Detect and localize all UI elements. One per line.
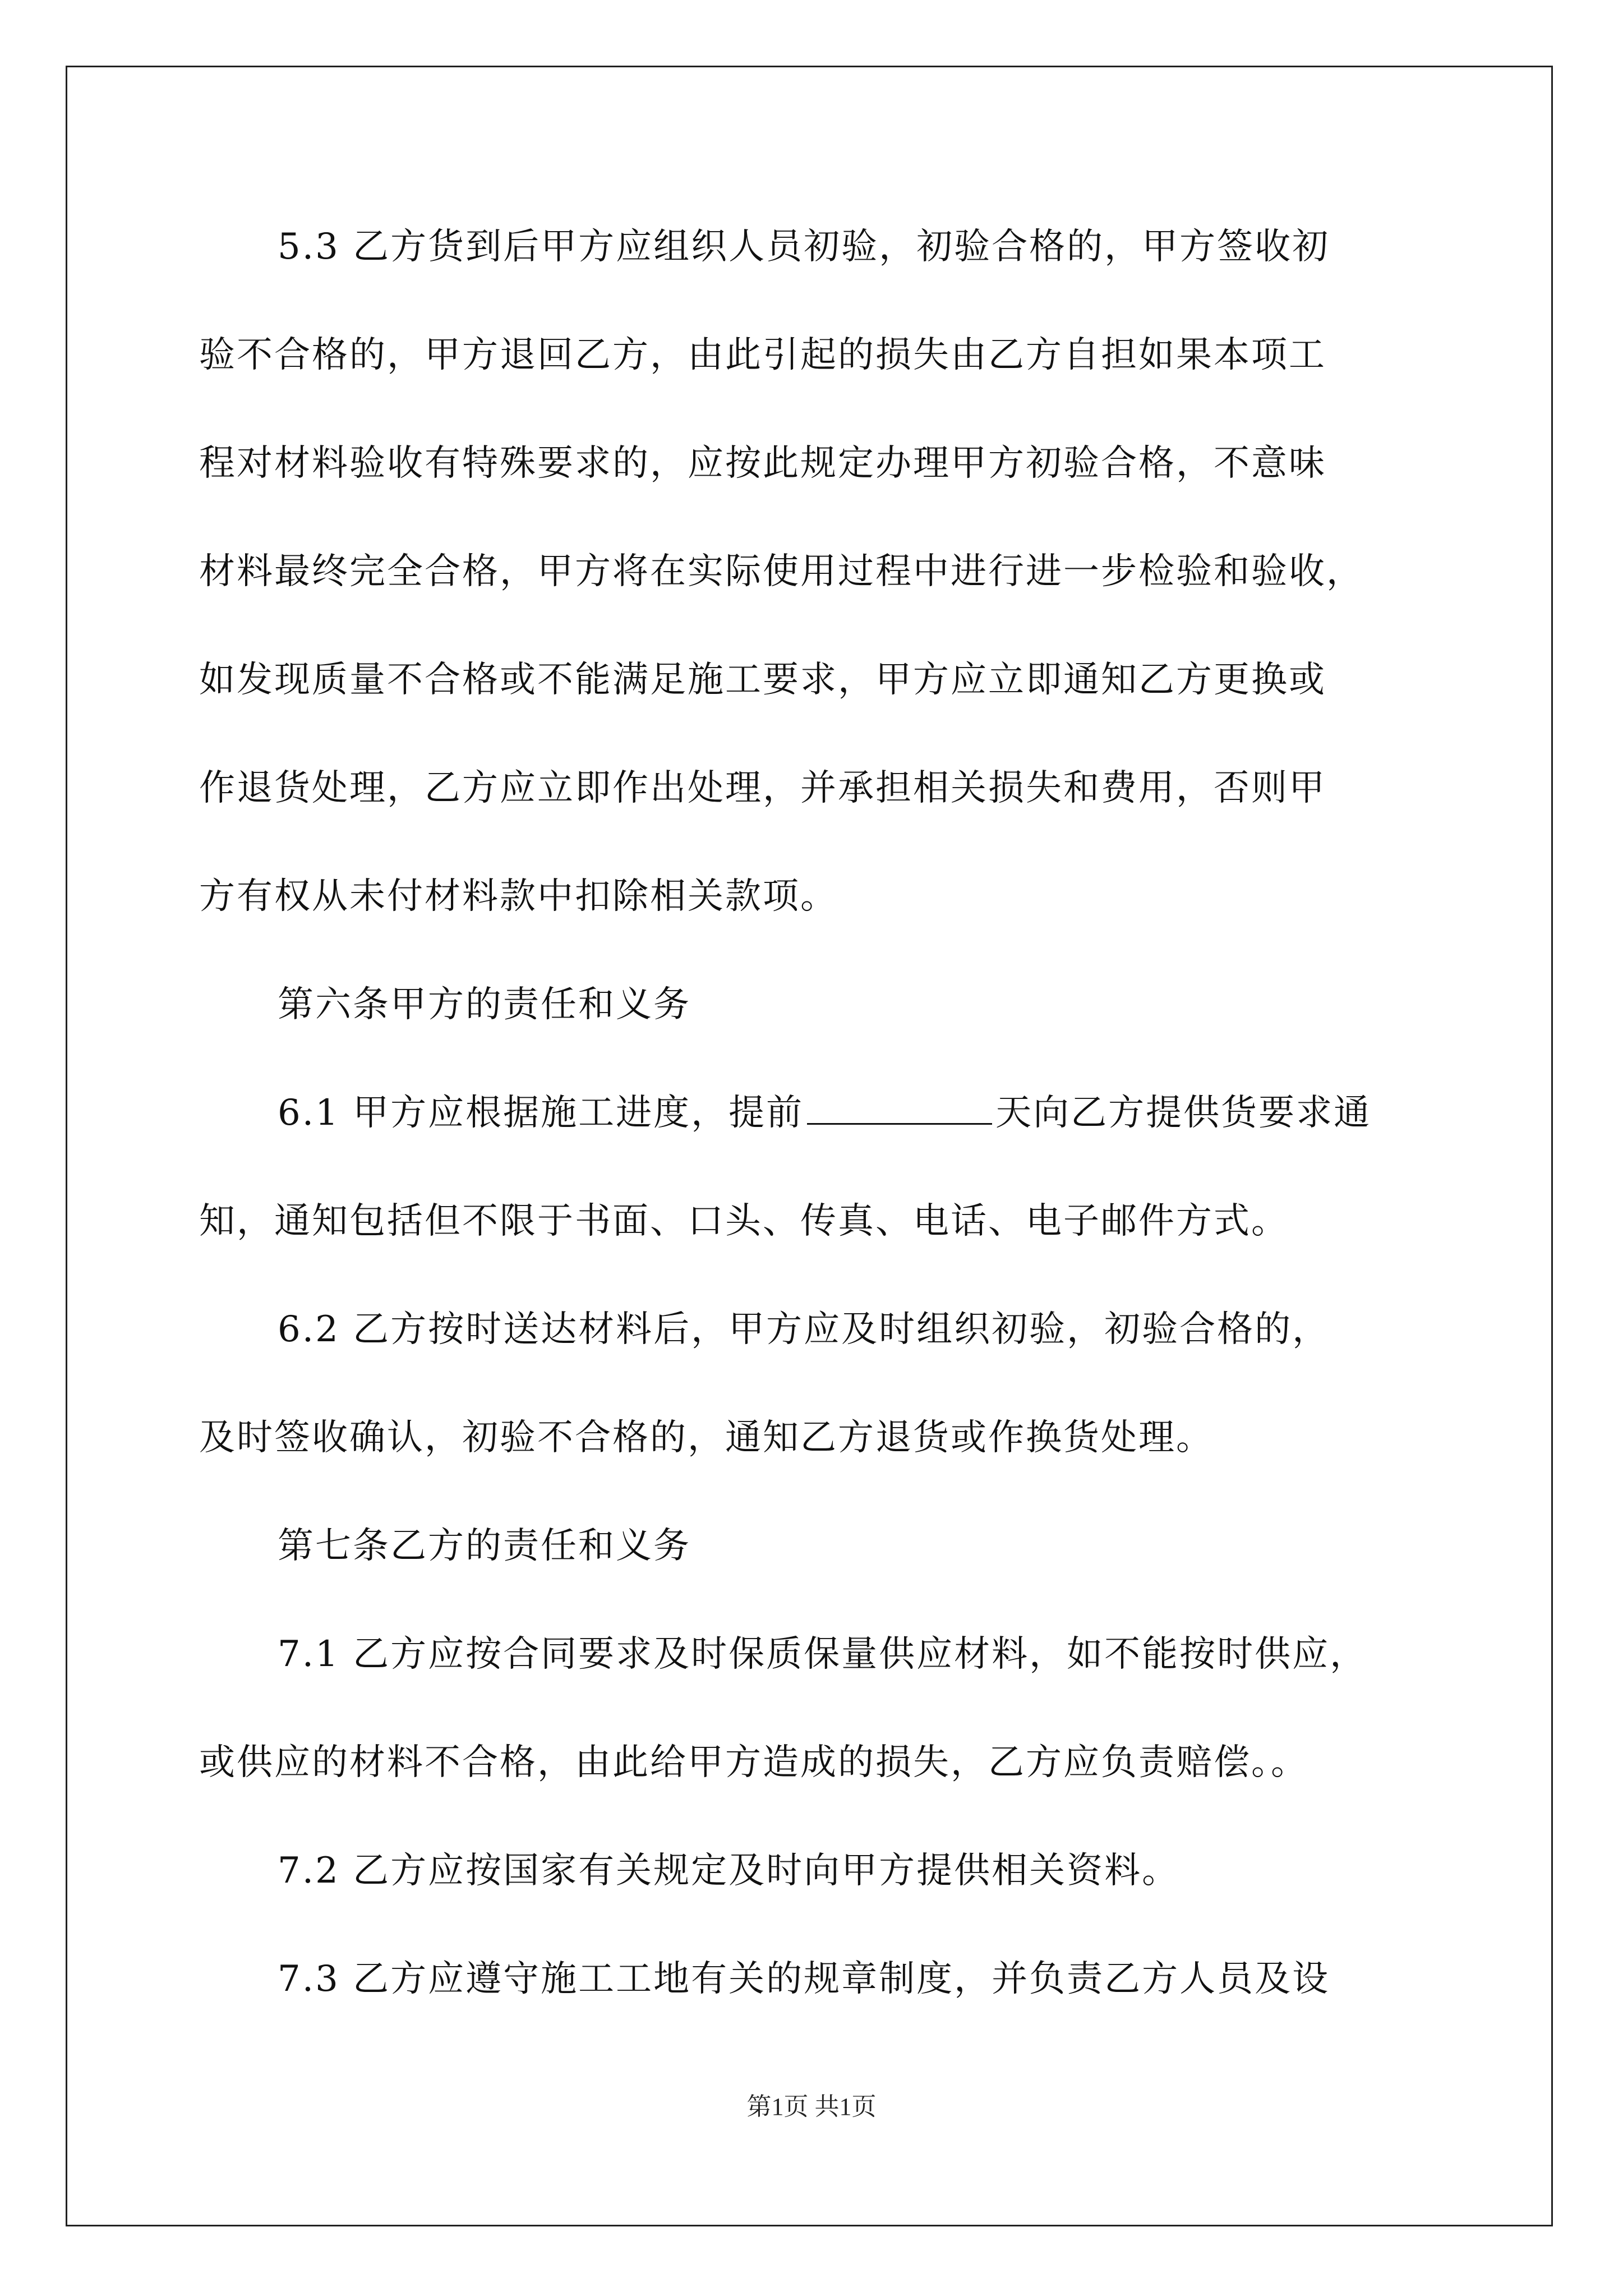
paragraph-7-2: 7.2 乙方应按国家有关规定及时向甲方提供相关资料。 (278, 1850, 1180, 1892)
paragraph-6-1-text-before: 6.1 甲方应根据施工进度，提前 (278, 1092, 804, 1134)
page-footer: 第1页 共1页 (746, 2093, 877, 2120)
paragraph-6-2-line-1: 6.2 乙方按时送达材料后，甲方应及时组织初验，初验合格的， (278, 1309, 1330, 1350)
paragraph-5-3-line-4: 材料最终完全合格，甲方将在实际使用过程中进行进一步检验和验收， (199, 551, 1364, 592)
paragraph-5-3-line-3: 程对材料验收有特殊要求的，应按此规定办理甲方初验合格，不意味 (199, 443, 1326, 484)
paragraph-5-3-line-2: 验不合格的，甲方退回乙方，由此引起的损失由乙方自担如果本项工 (199, 334, 1326, 376)
paragraph-7-1-line-2: 或供应的材料不合格，由此给甲方造成的损失，乙方应负责赔偿。。 (199, 1742, 1308, 1783)
page-border (66, 66, 1553, 2226)
paragraph-6-1-text-after: 天向乙方提供货要求通 (995, 1092, 1372, 1134)
paragraph-5-3-line-6: 作退货处理，乙方应立即作出处理，并承担相关损失和费用，否则甲 (199, 767, 1326, 809)
section-heading-6: 第六条甲方的责任和义务 (278, 984, 691, 1025)
paragraph-7-1-line-1: 7.1 乙方应按合同要求及时保质保量供应材料，如不能按时供应， (278, 1634, 1368, 1675)
paragraph-5-3-line-1: 5.3 乙方货到后甲方应组织人员初验，初验合格的，甲方签收初 (278, 226, 1330, 268)
section-heading-7: 第七条乙方的责任和义务 (278, 1525, 691, 1567)
paragraph-5-3-line-5: 如发现质量不合格或不能满足施工要求，甲方应立即通知乙方更换或 (199, 659, 1326, 701)
paragraph-6-1-line-1 (278, 1091, 1371, 1135)
paragraph-7-3-line-1: 7.3 乙方应遵守施工工地有关的规章制度，并负责乙方人员及设 (278, 1958, 1330, 2000)
paragraph-6-2-line-2: 及时签收确认，初验不合格的，通知乙方退货或作换货处理。 (199, 1417, 1214, 1458)
paragraph-5-3-line-7: 方有权从未付材料款中扣除相关款项。 (199, 876, 838, 917)
paragraph-6-1-line-2: 知，通知包括但不限于书面、口头、传真、电话、电子邮件方式。 (199, 1200, 1289, 1242)
fill-in-blank-days (807, 1091, 992, 1125)
